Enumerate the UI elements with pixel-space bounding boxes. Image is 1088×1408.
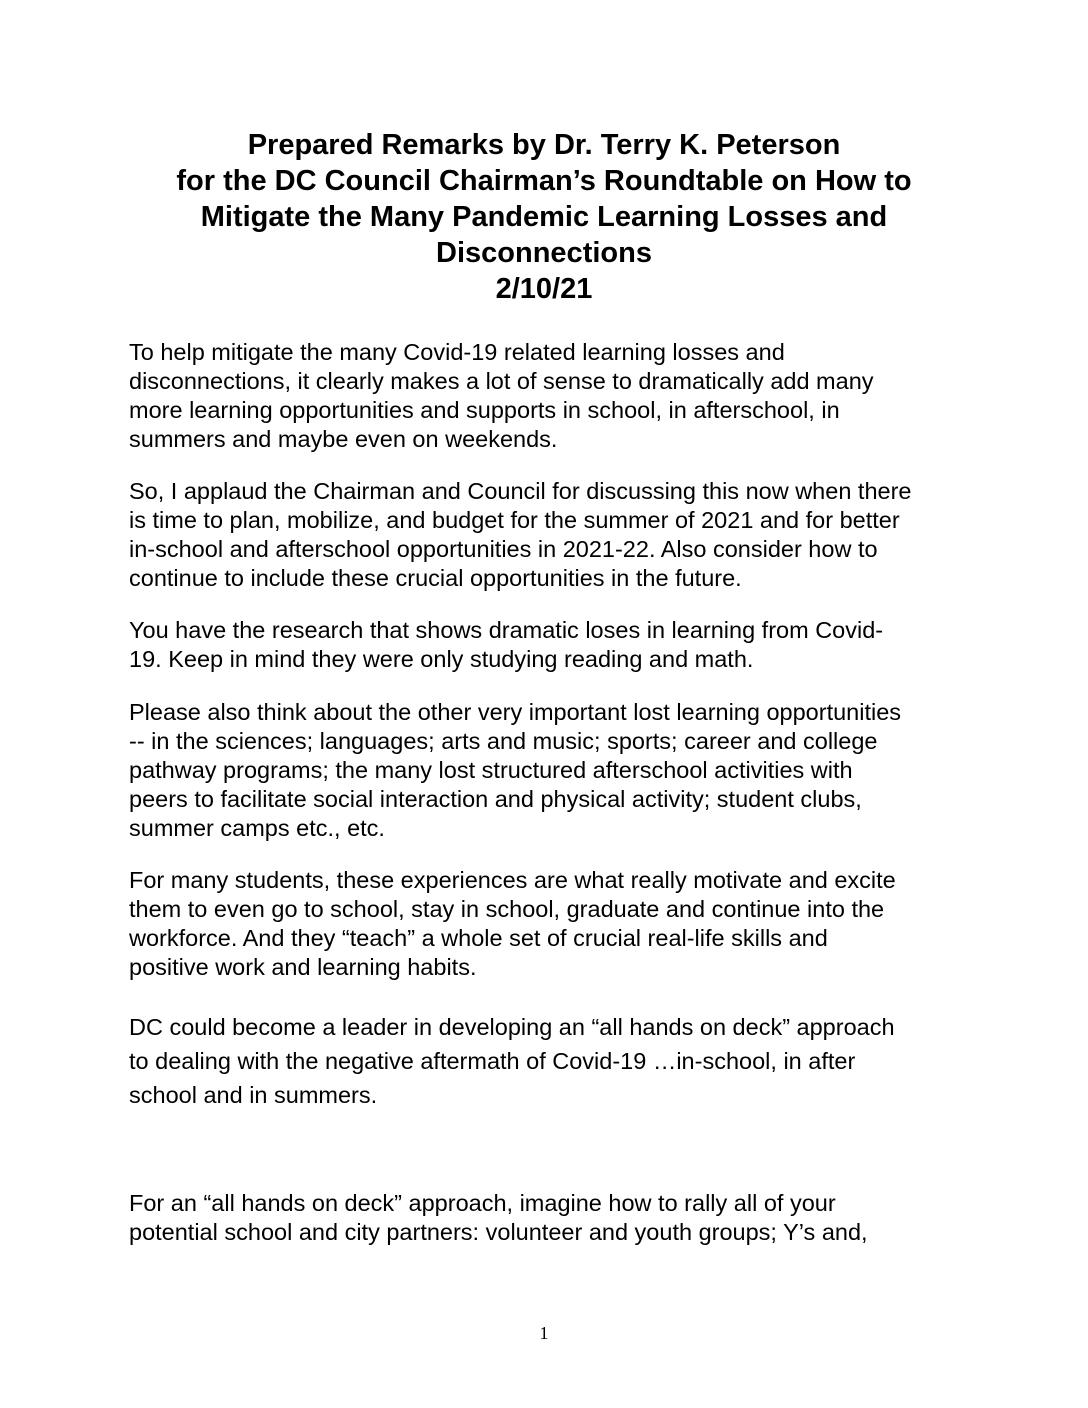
title-line: Prepared Remarks by Dr. Terry K. Peterson [247, 129, 841, 161]
paragraph-1 [129, 338, 979, 454]
text-line: summers and maybe even on weekends. [129, 426, 558, 452]
paragraph-3 [129, 616, 979, 674]
document-title [120, 127, 968, 307]
text-line: -- in the sciences; languages; arts and music; sports; career and college [129, 728, 878, 754]
page-number: 1 [539, 1323, 549, 1343]
text-line: Please also think about the other very important lost learning opportunities [129, 699, 902, 725]
text-line: You have the research that shows dramatic loses in learning from Covid- [129, 617, 884, 643]
text-line: disconnections, it clearly makes a lot of sense to dramatically add many [129, 368, 874, 394]
text-line: continue to include these crucial opportunities in the future. [129, 565, 742, 591]
text-line: summer camps etc., etc. [129, 815, 385, 841]
text-line: 19. Keep in mind they were only studying reading and math. [129, 646, 754, 672]
text-line: in-school and afterschool opportunities in 2021-22. Also consider how to [129, 536, 878, 562]
text-line: them to even go to school, stay in school, graduate and continue into the [129, 896, 885, 922]
text-line: school and in summers. [129, 1082, 378, 1108]
text-line: positive work and learning habits. [129, 954, 477, 980]
text-line: To help mitigate the many Covid-19 related learning losses and [129, 339, 785, 365]
paragraph-7 [129, 1189, 979, 1247]
text-line: pathway programs; the many lost structured afterschool activities with [129, 757, 853, 783]
text-line: peers to facilitate social interaction and physical activity; student clubs, [129, 786, 862, 812]
title-date: 2/10/21 [495, 273, 593, 305]
text-line: to dealing with the negative aftermath of Covid-19 …in-school, in after [129, 1048, 856, 1074]
paragraph-4 [129, 698, 979, 843]
text-line: workforce. And they “teach” a whole set of crucial real-life skills and [129, 925, 828, 951]
text-line: DC could become a leader in developing an “all hands on deck” approach [129, 1014, 895, 1040]
text-line: For an “all hands on deck” approach, imagine how to rally all of your [129, 1190, 836, 1216]
paragraph-6 [129, 1010, 979, 1112]
text-line: For many students, these experiences are what really motivate and excite [129, 867, 896, 893]
text-line: is time to plan, mobilize, and budget for the summer of 2021 and for better [129, 507, 900, 533]
title-line: Mitigate the Many Pandemic Learning Losses and [200, 201, 888, 233]
paragraph-5 [129, 866, 979, 982]
title-line: for the DC Council Chairman’s Roundtable on How to [176, 165, 912, 197]
text-line: more learning opportunities and supports in school, in afterschool, in [129, 397, 840, 423]
title-line: Disconnections [436, 237, 652, 269]
paragraph-2 [129, 477, 979, 593]
text-line: So, I applaud the Chairman and Council for discussing this now when there [129, 478, 912, 504]
text-line: potential school and city partners: volunteer and youth groups; Y’s and, [129, 1219, 868, 1245]
